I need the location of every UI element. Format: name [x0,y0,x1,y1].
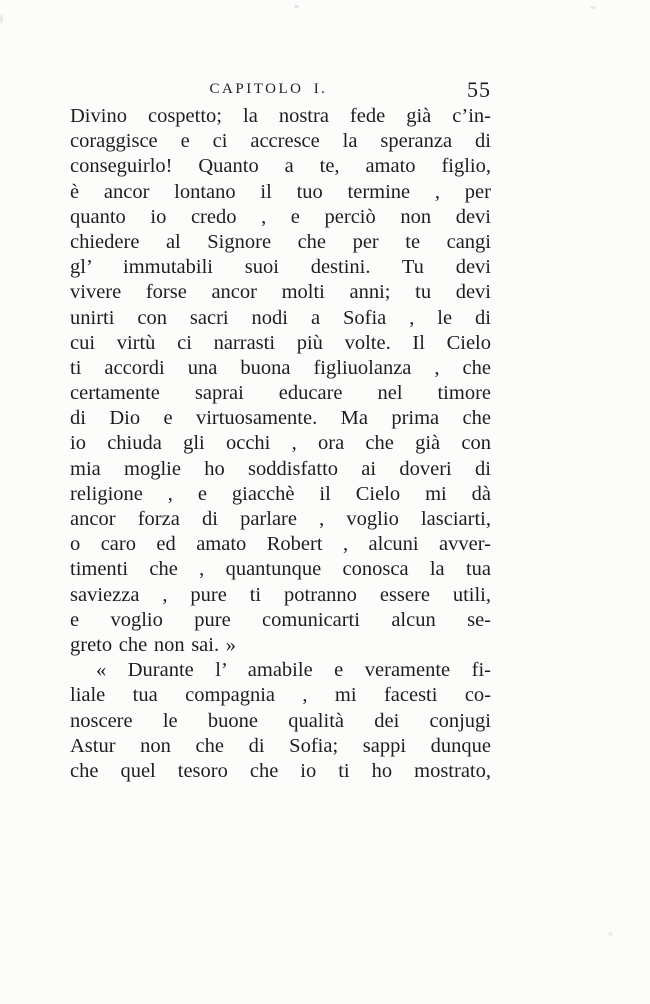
text-line: Astur non che di Sofia; sappi dunque [70,734,491,757]
text-line: vivere forse ancor molti anni; tu devi [70,281,491,304]
chapter-heading: CAPITOLO I. [209,81,328,97]
text-line: conseguirlo! Quanto a te, amato figlio, [70,155,491,178]
text-line: timenti che , quantunque conosca la tua [70,558,491,581]
scan-speck [0,14,3,24]
text-line: « Durante l’ amabile e veramente fi- [96,659,491,682]
paragraph [70,658,491,784]
running-header [70,77,491,101]
scan-speck [294,5,299,8]
text-line: cui virtù ci narrasti più volte. Il Cielo [70,331,491,354]
text-line: certamente saprai educare nel timore [70,382,491,405]
text-line: unirti con sacri nodi a Sofia , le di [70,306,491,329]
text-line: di Dio e virtuosamente. Ma prima che [70,407,491,430]
text-line: noscere le buone qualità dei conjugi [70,709,491,732]
text-line: gl’ immutabili suoi destini. Tu devi [70,256,491,279]
text-line: mia moglie ho soddisfatto ai doveri di [70,457,491,480]
text-line: e voglio pure comunicarti alcun se- [70,608,491,631]
paragraph [70,104,491,658]
text-line: che quel tesoro che io ti ho mostrato, [70,759,491,782]
text-line: ancor forza di parlare , voglio lasciarti, [70,508,491,530]
text-line: liale tua compagnia , mi facesti co- [70,684,491,707]
text-line: è ancor lontano il tuo termine , per [70,180,491,203]
text-line: Divino cospetto; la nostra fede già c’in- [70,105,491,127]
text-line: religione , e giacchè il Cielo mi dà [70,482,491,505]
text-line: coraggisce e ci accresce la speranza di [70,130,491,153]
text-line: chiedere al Signore che per te cangi [70,230,491,253]
text-line: o caro ed amato Robert , alcuni avver- [70,533,491,556]
scan-speck [608,932,613,936]
text-line: quanto io credo , e perciò non devi [70,205,491,228]
text-line: greto che non sai. » [70,633,236,656]
text-block [70,104,491,784]
text-line: saviezza , pure ti potranno essere utili, [70,583,491,606]
scan-speck [590,6,596,9]
page-number: 55 [467,77,491,102]
text-line: io chiuda gli occhi , ora che già con [70,432,491,455]
text-line: ti accordi una buona figliuolanza , che [70,356,491,379]
